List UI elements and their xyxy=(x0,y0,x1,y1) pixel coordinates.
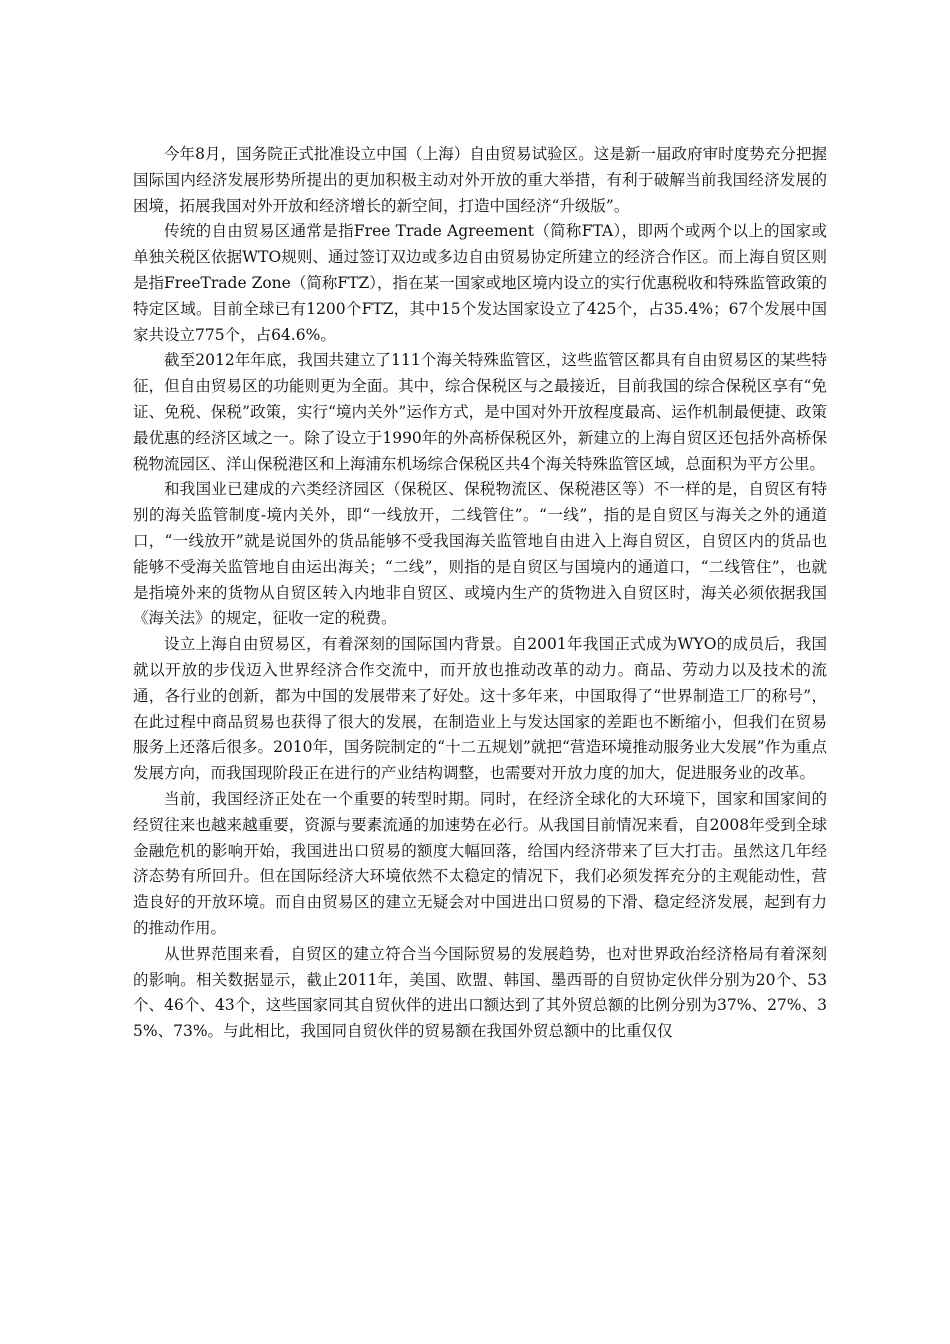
paragraph: 今年8月，国务院正式批准设立中国（上海）自由贸易试验区。这是新一届政府审时度势充分把握国际国内经济发展形势所提出的更加积极主动对外开放的重大举措，有利于破解当前我国经济发展的困境，拓展我国对外开放和经济增长的新空间，打造中国经济“升级版”。 xyxy=(133,145,827,215)
document-body xyxy=(133,142,827,1045)
paragraph: 传统的自由贸易区通常是指Free Trade Agreement（简称FTA），即两个或两个以上的国家或单独关税区依据WTO规则、通过签订双边或多边自由贸易协定所建立的经济合作区。而上海自贸区则是指FreeTrade Zone（简称FTZ），指在某一国家或地区境内设立的实行优惠税收和特殊监管政策的特定区域。目前全球已有1200个FTZ，其中15个发达国家设立了425个，占35.4%；67个发展中国家共设立775个，占64.6%。 xyxy=(133,222,827,344)
paragraph: 设立上海自由贸易区，有着深刻的国际国内背景。自2001年我国正式成为WYO的成员后，我国就以开放的步伐迈入世界经济合作交流中，而开放也推动改革的动力。商品、劳动力以及技术的流通，各行业的创新，都为中国的发展带来了好处。这十多年来，中国取得了“世界制造工厂的称号”，在此过程中商品贸易也获得了很大的发展，在制造业上与发达国家的差距也不断缩小，但我们在贸易服务上还落后很多。2010年，国务院制定的“十二五规划”就把“营造环境推动服务业大发展”作为重点发展方向，而我国现阶段正在进行的产业结构调整，也需要对开放力度的加大，促进服务业的改革。 xyxy=(133,635,827,783)
paragraph: 截至2012年年底，我国共建立了111个海关特殊监管区，这些监管区都具有自由贸易区的某些特征，但自由贸易区的功能则更为全面。其中，综合保税区与之最接近，目前我国的综合保税区享有“免证、免税、保税”政策，实行“境内关外”运作方式，是中国对外开放程度最高、运作机制最便捷、政策最优惠的经济区域之一。除了设立于1990年的外高桥保税区外，新建立的上海自贸区还包括外高桥保税物流园区、洋山保税港区和上海浦东机场综合保税区共4个海关特殊监管区域，总面积为平方公里。 xyxy=(133,351,827,473)
paragraph: 从世界范围来看，自贸区的建立符合当今国际贸易的发展趋势，也对世界政治经济格局有着深刻的影响。相关数据显示，截止2011年，美国、欧盟、韩国、墨西哥的自贸协定伙伴分别为20个、53个、46个、43个，这些国家同其自贸伙伴的进出口额达到了其外贸总额的比例分别为37%、27%、35%、73%。与此相比，我国同自贸伙伴的贸易额在我国外贸总额中的比重仅仅 xyxy=(133,944,827,1041)
paragraph: 当前，我国经济正处在一个重要的转型时期。同时，在经济全球化的大环境下，国家和国家间的经贸往来也越来越重要，资源与要素流通的加速势在必行。从我国目前情况来看，自2008年受到全球金融危机的影响开始，我国进出口贸易的额度大幅回落，给国内经济带来了巨大打击。虽然这几年经济态势有所回升。但在国际经济大环境依然不太稳定的情况下，我们必须发挥充分的主观能动性，营造良好的开放环境。而自由贸易区的建立无疑会对中国进出口贸易的下滑、稳定经济发展，起到有力的推动作用。 xyxy=(133,789,827,937)
paragraph: 和我国业已建成的六类经济园区（保税区、保税物流区、保税港区等）不一样的是，自贸区有特别的海关监管制度-境内关外，即“一线放开，二线管住”。“一线”，指的是自贸区与海关之外的通道口，“一线放开”就是说国外的货品能够不受我国海关监管地自由进入上海自贸区，自贸区内的货品也能够不受海关监管地自由运出海关；“二线”，则指的是自贸区与国境内的通道口，“二线管住”，也就是指境外来的货物从自贸区转入内地非自贸区、或境内生产的货物进入自贸区时，海关必须依据我国《海关法》的规定，征收一定的税费。 xyxy=(133,480,827,628)
